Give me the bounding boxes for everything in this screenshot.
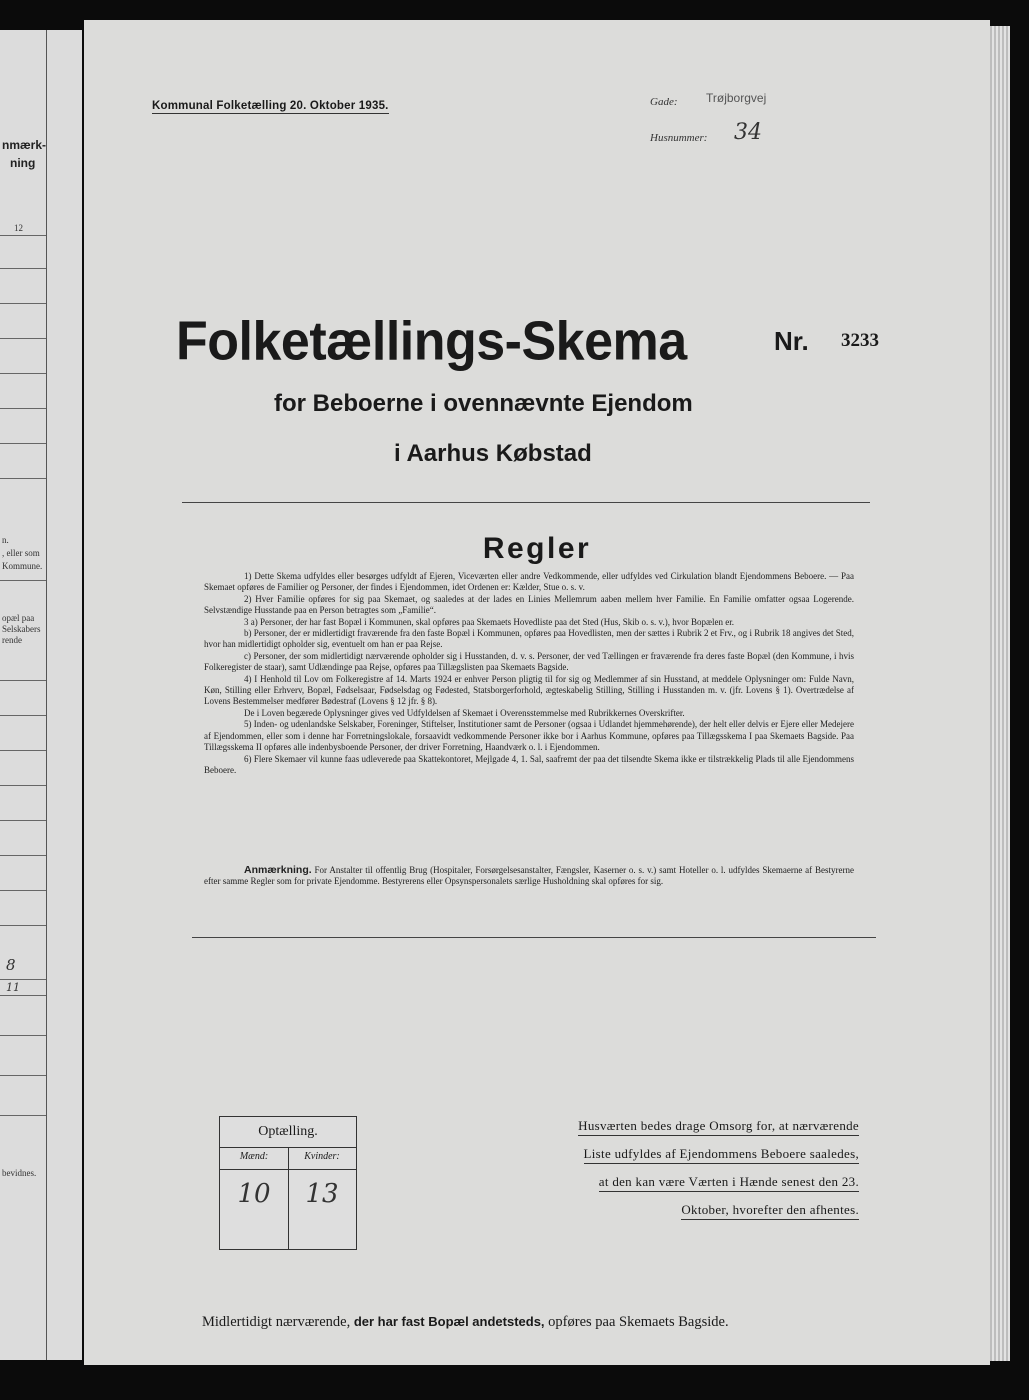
row-rule: [0, 890, 46, 891]
men-count: 10: [237, 1179, 271, 1209]
row-rule: [0, 1115, 46, 1116]
note-text: For Anstalter til offentlig Brug (Hospitaler, Forsørgelsesanstalter, Fængsler, Kaserner o. s. v.) samt Hoteller o. l. udfyldes Skemaerne af Bestyrerne efter samme Regler som for private Ejendomme. Bestyrerens eller Opsynspersonalets særlige Husholdning skal opføres for sig.: [204, 865, 855, 887]
women-label: Kvinder:: [304, 1151, 340, 1162]
row-rule: [0, 268, 46, 269]
landlord-notice: [514, 1114, 859, 1226]
rule-paragraph: 3 a) Personer, der har fast Bopæl i Kommunen, skal opføres paa Skemaets Hovedliste paa det Sted (Hus, Skib o. s. v.), hvor Bopælen er.: [244, 616, 734, 627]
rule-paragraph: 4) I Henhold til Lov om Folkeregistre af 14. Marts 1924 er enhver Person pligtig til for sig og Medlemmer af sin Husstand, at meddele Oplysninger om: Fulde Navn, Køn, Stilling eller Erhverv, Bopæl, Fødselsaar, Fødselsdag og Fødested, Statsborgerforhold, ægteskabelig Stilling, Stilling i Husstanden m. v. (jfr. Lovens § 1). Overtrædelse af Lovens Bestemmelser medfører Bødestraf (Lovens § 12 jfr. § 8).: [204, 673, 854, 707]
footer-part-1: Midlertidigt nærværende,: [202, 1314, 354, 1330]
rules-text: [204, 571, 854, 776]
census-form-page: [84, 20, 990, 1365]
column-divider: [46, 30, 47, 1360]
note-lead: Anmærkning.: [244, 864, 312, 876]
row-rule: [0, 979, 46, 980]
column-header-line-1: nmærk-: [2, 138, 47, 152]
rule-paragraph: 5) Inden- og udenlandske Selskaber, Foreninger, Stiftelser, Institutioner samt de Personer (ogsaa i Udlandet hjemmehørende), der helt eller delvis er Ejere eller Medejere af Ejendommen, eller som i denne har Forretningslokale, forsaavidt vedkommende Personer ikke bor i Aarhus Kommune, opføres paa Tillægsskema I paa Skemaets Bagside. Paa Tillægsskema II opføres alle indenbysboende Personer, der driver Forretning, Haandværk o. l. i Ejendommen.: [204, 719, 854, 753]
row-rule: [0, 408, 46, 409]
row-rule: [0, 855, 46, 856]
rule-paragraph: De i Loven begærede Oplysninger gives ved Udfyldelsen af Skemaet i Overensstemmelse med Rubrikkernes Overskrifter.: [244, 707, 685, 718]
left-snippet: n.: [2, 535, 9, 545]
left-snippet: Selskabers: [2, 624, 41, 634]
handwritten-mark: 11: [6, 981, 20, 994]
rule-paragraph: 1) Dette Skema udfyldes eller besørges udfyldt af Ejeren, Viceværten eller andre Vedkommende, eller udfyldes ved Cirkulation blandt Ejendommens Beboere. — Paa Skemaet opføres de Familier og Personer, der findes i Ejendommen, idet Ordenen er: Kælder, Stue o. s. v.: [204, 571, 854, 593]
house-number-value: 34: [734, 120, 762, 145]
form-subtitle-city: i Aarhus Købstad: [394, 440, 592, 467]
row-rule: [0, 820, 46, 821]
row-rule: [0, 580, 46, 581]
form-title: Folketællings-Skema: [176, 311, 687, 372]
count-box-title: Optælling.: [220, 1117, 356, 1148]
row-rule: [0, 680, 46, 681]
row-rule: [0, 995, 46, 996]
row-rule: [0, 443, 46, 444]
row-rule: [0, 1075, 46, 1076]
annotation-note: [204, 865, 854, 888]
divider: [182, 502, 870, 503]
count-box: [219, 1116, 357, 1250]
row-rule: [0, 785, 46, 786]
page-edges: [990, 26, 1010, 1361]
notice-line: at den kan være Værten i Hænde senest den 23.: [599, 1173, 859, 1192]
row-rule: [0, 303, 46, 304]
row-rule: [0, 373, 46, 374]
row-rule: [0, 925, 46, 926]
footer-part-2: der har fast Bopæl andetsteds,: [353, 1314, 545, 1329]
rules-heading: Regler: [482, 532, 592, 565]
notice-line: Liste udfyldes af Ejendommens Beboere saaledes,: [584, 1145, 859, 1164]
census-header: Kommunal Folketælling 20. Oktober 1935.: [152, 100, 389, 112]
street-label: Gade:: [650, 96, 678, 108]
left-snippet: rende: [2, 635, 22, 645]
left-snippet: , eller som: [2, 548, 40, 558]
rule-paragraph: 2) Hver Familie opføres for sig paa Skemaet, og saaledes at der lades en Linies Mellemrum aaben mellem hver Familie. En Familie omfatter ogsaa Logerende. Selvstændige Husstande paa en Person betragtes som „Familie“.: [204, 593, 854, 616]
rule-paragraph: c) Personer, der som midlertidigt nærværende opholder sig i Husstanden, d. v. s. Personer, der ved Tællingen er fraværende fra deres faste Bopæl (den Kommune, i hvis Folkeregister de staar), samt Udlændinge paa Rejse, opføres paa Tillægslisten paa Skemaets Bagside.: [204, 650, 854, 673]
row-rule: [0, 338, 46, 339]
left-snippet: Kommune.: [2, 561, 43, 571]
divider: [192, 937, 876, 938]
women-count: 13: [305, 1179, 339, 1209]
left-page-strip: [0, 30, 82, 1360]
row-rule: [0, 1035, 46, 1036]
number-label: Nr.: [774, 326, 809, 356]
form-number: 3233: [841, 330, 879, 351]
rule-paragraph: b) Personer, der er midlertidigt fraværende fra den faste Bopæl i Kommunen, opføres paa Hovedlisten, men der sættes i Rubrik 2 et Frv., og i Rubrik 18 angives det Sted, hvor han midlertidigt opholder sig, eventuelt om han er paa Rejse.: [204, 628, 854, 650]
street-value: Trøjborgvej: [706, 91, 767, 105]
footer-note: [202, 1314, 729, 1331]
left-snippet: opæl paa: [2, 613, 35, 623]
column-header-line-2: ning: [10, 156, 36, 170]
row-rule: [0, 478, 46, 479]
handwritten-mark: 8: [6, 956, 16, 974]
row-rule: [0, 750, 46, 751]
rule-paragraph: 6) Flere Skemaer vil kunne faas udleverede paa Skattekontoret, Mejlgade 4, 1. Sal, saafremt der paa det tilsendte Skema ikke er tilstrækkelig Plads til alle Ejendommens Beboere.: [204, 753, 854, 775]
notice-line: Oktober, hvorefter den afhentes.: [681, 1201, 859, 1220]
notice-line: Husværten bedes drage Omsorg for, at nærværende: [578, 1117, 859, 1136]
left-snippet: bevidnes.: [2, 1168, 37, 1178]
row-rule: [0, 235, 46, 236]
house-number-label: Husnummer:: [650, 132, 708, 144]
men-label: Mænd:: [239, 1151, 269, 1162]
row-rule: [0, 715, 46, 716]
footer-part-3: opføres paa Skemaets Bagside.: [544, 1314, 729, 1330]
column-number: 12: [14, 223, 23, 233]
form-subtitle: for Beboerne i ovennævnte Ejendom: [274, 390, 693, 417]
